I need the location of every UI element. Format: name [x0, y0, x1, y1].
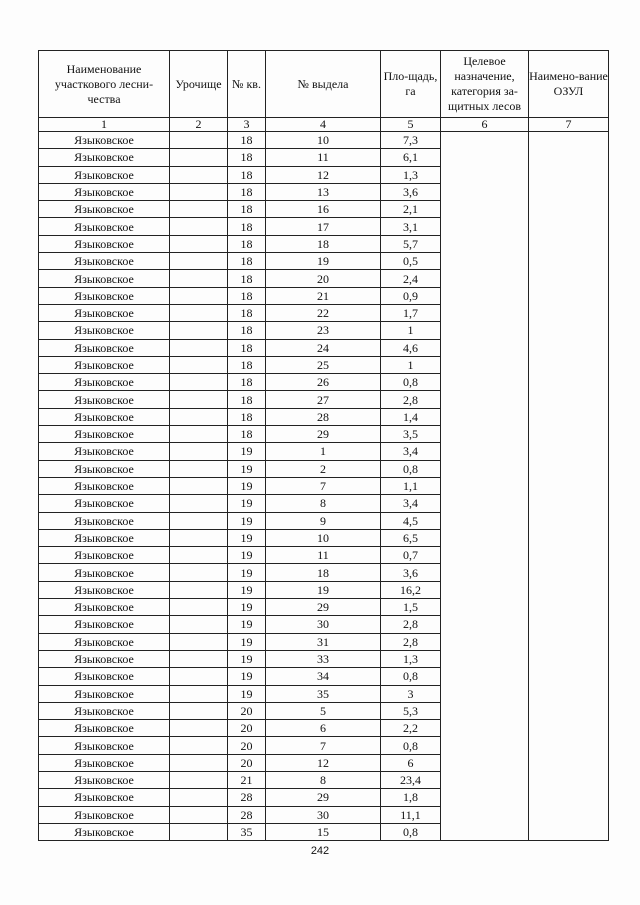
cell-allotment: 25 [266, 356, 381, 373]
cell-tract [170, 183, 228, 200]
cell-quarter: 18 [228, 426, 266, 443]
cell-forestry: Языковское [39, 253, 170, 270]
cell-area: 6 [381, 754, 441, 771]
cell-quarter: 19 [228, 529, 266, 546]
cell-quarter: 18 [228, 149, 266, 166]
cell-tract [170, 132, 228, 149]
cell-tract [170, 201, 228, 218]
cell-tract [170, 166, 228, 183]
cell-tract [170, 304, 228, 321]
cell-allotment: 27 [266, 391, 381, 408]
cell-allotment: 21 [266, 287, 381, 304]
cell-area: 0,8 [381, 374, 441, 391]
cell-quarter: 28 [228, 789, 266, 806]
cell-forestry: Языковское [39, 754, 170, 771]
cell-forestry: Языковское [39, 616, 170, 633]
cell-quarter: 18 [228, 132, 266, 149]
cell-forestry: Языковское [39, 564, 170, 581]
cell-allotment: 33 [266, 650, 381, 667]
cell-quarter: 19 [228, 668, 266, 685]
cell-allotment: 26 [266, 374, 381, 391]
cell-ozul [529, 132, 609, 841]
column-number: 4 [266, 118, 381, 132]
cell-forestry: Языковское [39, 426, 170, 443]
cell-allotment: 5 [266, 702, 381, 719]
cell-forestry: Языковское [39, 443, 170, 460]
cell-quarter: 19 [228, 512, 266, 529]
cell-forestry: Языковское [39, 339, 170, 356]
cell-area: 1 [381, 356, 441, 373]
cell-allotment: 28 [266, 408, 381, 425]
cell-tract [170, 322, 228, 339]
page-number: 242 [310, 845, 330, 857]
cell-forestry: Языковское [39, 512, 170, 529]
cell-forestry: Языковское [39, 201, 170, 218]
cell-quarter: 19 [228, 616, 266, 633]
cell-purpose [441, 132, 529, 841]
cell-allotment: 19 [266, 581, 381, 598]
cell-tract [170, 374, 228, 391]
cell-area: 3,4 [381, 443, 441, 460]
cell-area: 0,5 [381, 253, 441, 270]
cell-area: 1,3 [381, 166, 441, 183]
cell-tract [170, 581, 228, 598]
cell-area: 1,5 [381, 599, 441, 616]
cell-quarter: 19 [228, 564, 266, 581]
header-purpose: Целевое назначение, категория за-щитных лесов [441, 51, 529, 118]
forest-plots-table [38, 50, 609, 841]
cell-quarter: 35 [228, 823, 266, 840]
cell-forestry: Языковское [39, 374, 170, 391]
cell-allotment: 13 [266, 183, 381, 200]
cell-area: 3 [381, 685, 441, 702]
cell-allotment: 11 [266, 149, 381, 166]
cell-allotment: 12 [266, 754, 381, 771]
header-ozul: Наимено-вание ОЗУЛ [529, 51, 609, 118]
cell-quarter: 20 [228, 754, 266, 771]
cell-tract [170, 426, 228, 443]
cell-tract [170, 149, 228, 166]
cell-forestry: Языковское [39, 668, 170, 685]
cell-allotment: 30 [266, 806, 381, 823]
cell-quarter: 19 [228, 460, 266, 477]
cell-allotment: 24 [266, 339, 381, 356]
cell-tract [170, 702, 228, 719]
cell-allotment: 2 [266, 460, 381, 477]
cell-tract [170, 633, 228, 650]
cell-quarter: 19 [228, 477, 266, 494]
cell-quarter: 18 [228, 253, 266, 270]
cell-tract [170, 253, 228, 270]
cell-allotment: 31 [266, 633, 381, 650]
cell-tract [170, 806, 228, 823]
cell-area: 1,1 [381, 477, 441, 494]
cell-tract [170, 443, 228, 460]
cell-tract [170, 495, 228, 512]
cell-allotment: 30 [266, 616, 381, 633]
cell-tract [170, 720, 228, 737]
cell-allotment: 8 [266, 495, 381, 512]
cell-allotment: 12 [266, 166, 381, 183]
cell-forestry: Языковское [39, 823, 170, 840]
header-forestry: Наименование участкового лесни-чества [39, 51, 170, 118]
cell-area: 2,8 [381, 616, 441, 633]
cell-forestry: Языковское [39, 287, 170, 304]
cell-tract [170, 685, 228, 702]
cell-forestry: Языковское [39, 720, 170, 737]
cell-quarter: 19 [228, 495, 266, 512]
cell-allotment: 18 [266, 235, 381, 252]
cell-quarter: 28 [228, 806, 266, 823]
cell-quarter: 20 [228, 702, 266, 719]
cell-forestry: Языковское [39, 495, 170, 512]
cell-quarter: 19 [228, 633, 266, 650]
cell-allotment: 29 [266, 599, 381, 616]
cell-allotment: 20 [266, 270, 381, 287]
cell-quarter: 19 [228, 650, 266, 667]
cell-quarter: 18 [228, 356, 266, 373]
cell-tract [170, 616, 228, 633]
cell-allotment: 17 [266, 218, 381, 235]
cell-area: 0,8 [381, 460, 441, 477]
header-tract: Урочище [170, 51, 228, 118]
cell-forestry: Языковское [39, 650, 170, 667]
cell-allotment: 10 [266, 132, 381, 149]
cell-allotment: 29 [266, 426, 381, 443]
cell-area: 3,4 [381, 495, 441, 512]
cell-quarter: 20 [228, 737, 266, 754]
cell-forestry: Языковское [39, 581, 170, 598]
cell-tract [170, 339, 228, 356]
cell-forestry: Языковское [39, 771, 170, 788]
cell-allotment: 8 [266, 771, 381, 788]
cell-quarter: 19 [228, 443, 266, 460]
cell-area: 0,7 [381, 547, 441, 564]
cell-forestry: Языковское [39, 737, 170, 754]
header-quarter: № кв. [228, 51, 266, 118]
cell-forestry: Языковское [39, 408, 170, 425]
cell-area: 1 [381, 322, 441, 339]
cell-allotment: 35 [266, 685, 381, 702]
cell-quarter: 18 [228, 270, 266, 287]
header-row [39, 51, 609, 118]
cell-tract [170, 477, 228, 494]
cell-tract [170, 356, 228, 373]
cell-area: 2,8 [381, 633, 441, 650]
cell-quarter: 18 [228, 374, 266, 391]
column-number: 2 [170, 118, 228, 132]
cell-tract [170, 391, 228, 408]
cell-forestry: Языковское [39, 166, 170, 183]
column-number: 6 [441, 118, 529, 132]
column-number: 7 [529, 118, 609, 132]
cell-area: 23,4 [381, 771, 441, 788]
cell-forestry: Языковское [39, 304, 170, 321]
cell-tract [170, 235, 228, 252]
cell-quarter: 18 [228, 304, 266, 321]
cell-tract [170, 650, 228, 667]
cell-tract [170, 737, 228, 754]
cell-quarter: 18 [228, 391, 266, 408]
cell-area: 3,6 [381, 183, 441, 200]
cell-allotment: 7 [266, 477, 381, 494]
cell-tract [170, 823, 228, 840]
cell-area: 2,4 [381, 270, 441, 287]
cell-area: 5,3 [381, 702, 441, 719]
header-area: Пло-щадь, га [381, 51, 441, 118]
column-number: 5 [381, 118, 441, 132]
cell-forestry: Языковское [39, 149, 170, 166]
cell-forestry: Языковское [39, 685, 170, 702]
cell-quarter: 19 [228, 685, 266, 702]
cell-tract [170, 754, 228, 771]
cell-quarter: 18 [228, 183, 266, 200]
cell-tract [170, 408, 228, 425]
cell-forestry: Языковское [39, 235, 170, 252]
cell-quarter: 19 [228, 547, 266, 564]
header-allotment: № выдела [266, 51, 381, 118]
cell-forestry: Языковское [39, 529, 170, 546]
cell-forestry: Языковское [39, 477, 170, 494]
cell-area: 3,6 [381, 564, 441, 581]
cell-tract [170, 529, 228, 546]
cell-allotment: 6 [266, 720, 381, 737]
cell-forestry: Языковское [39, 270, 170, 287]
cell-allotment: 19 [266, 253, 381, 270]
cell-forestry: Языковское [39, 391, 170, 408]
cell-forestry: Языковское [39, 547, 170, 564]
cell-area: 2,1 [381, 201, 441, 218]
cell-quarter: 18 [228, 218, 266, 235]
cell-tract [170, 460, 228, 477]
cell-tract [170, 512, 228, 529]
cell-area: 1,4 [381, 408, 441, 425]
cell-quarter: 21 [228, 771, 266, 788]
cell-allotment: 15 [266, 823, 381, 840]
cell-forestry: Языковское [39, 322, 170, 339]
column-number-row [39, 118, 609, 132]
cell-area: 4,5 [381, 512, 441, 529]
cell-area: 2,2 [381, 720, 441, 737]
cell-forestry: Языковское [39, 633, 170, 650]
cell-area: 2,8 [381, 391, 441, 408]
cell-area: 11,1 [381, 806, 441, 823]
cell-area: 1,3 [381, 650, 441, 667]
cell-forestry: Языковское [39, 806, 170, 823]
cell-area: 3,5 [381, 426, 441, 443]
cell-forestry: Языковское [39, 460, 170, 477]
cell-area: 0,8 [381, 737, 441, 754]
cell-quarter: 18 [228, 339, 266, 356]
cell-allotment: 34 [266, 668, 381, 685]
cell-quarter: 18 [228, 322, 266, 339]
cell-allotment: 7 [266, 737, 381, 754]
cell-forestry: Языковское [39, 702, 170, 719]
cell-area: 3,1 [381, 218, 441, 235]
cell-forestry: Языковское [39, 132, 170, 149]
cell-area: 7,3 [381, 132, 441, 149]
cell-tract [170, 287, 228, 304]
cell-allotment: 1 [266, 443, 381, 460]
cell-tract [170, 218, 228, 235]
cell-forestry: Языковское [39, 356, 170, 373]
cell-quarter: 20 [228, 720, 266, 737]
cell-area: 0,9 [381, 287, 441, 304]
cell-allotment: 23 [266, 322, 381, 339]
cell-area: 1,7 [381, 304, 441, 321]
cell-area: 6,1 [381, 149, 441, 166]
cell-allotment: 22 [266, 304, 381, 321]
cell-allotment: 10 [266, 529, 381, 546]
cell-area: 0,8 [381, 823, 441, 840]
cell-allotment: 29 [266, 789, 381, 806]
cell-area: 1,8 [381, 789, 441, 806]
cell-tract [170, 564, 228, 581]
cell-tract [170, 789, 228, 806]
cell-tract [170, 668, 228, 685]
cell-allotment: 18 [266, 564, 381, 581]
table-body [39, 132, 609, 841]
cell-quarter: 18 [228, 408, 266, 425]
cell-forestry: Языковское [39, 183, 170, 200]
table-row [39, 132, 609, 149]
cell-tract [170, 270, 228, 287]
cell-allotment: 9 [266, 512, 381, 529]
cell-area: 16,2 [381, 581, 441, 598]
cell-allotment: 11 [266, 547, 381, 564]
cell-quarter: 18 [228, 166, 266, 183]
cell-forestry: Языковское [39, 789, 170, 806]
cell-quarter: 18 [228, 287, 266, 304]
cell-tract [170, 599, 228, 616]
cell-forestry: Языковское [39, 599, 170, 616]
cell-quarter: 18 [228, 235, 266, 252]
cell-area: 0,8 [381, 668, 441, 685]
column-number: 3 [228, 118, 266, 132]
cell-tract [170, 771, 228, 788]
cell-area: 6,5 [381, 529, 441, 546]
cell-allotment: 16 [266, 201, 381, 218]
column-number: 1 [39, 118, 170, 132]
cell-quarter: 19 [228, 581, 266, 598]
cell-quarter: 18 [228, 201, 266, 218]
cell-quarter: 19 [228, 599, 266, 616]
cell-area: 4,6 [381, 339, 441, 356]
cell-tract [170, 547, 228, 564]
cell-area: 5,7 [381, 235, 441, 252]
cell-forestry: Языковское [39, 218, 170, 235]
